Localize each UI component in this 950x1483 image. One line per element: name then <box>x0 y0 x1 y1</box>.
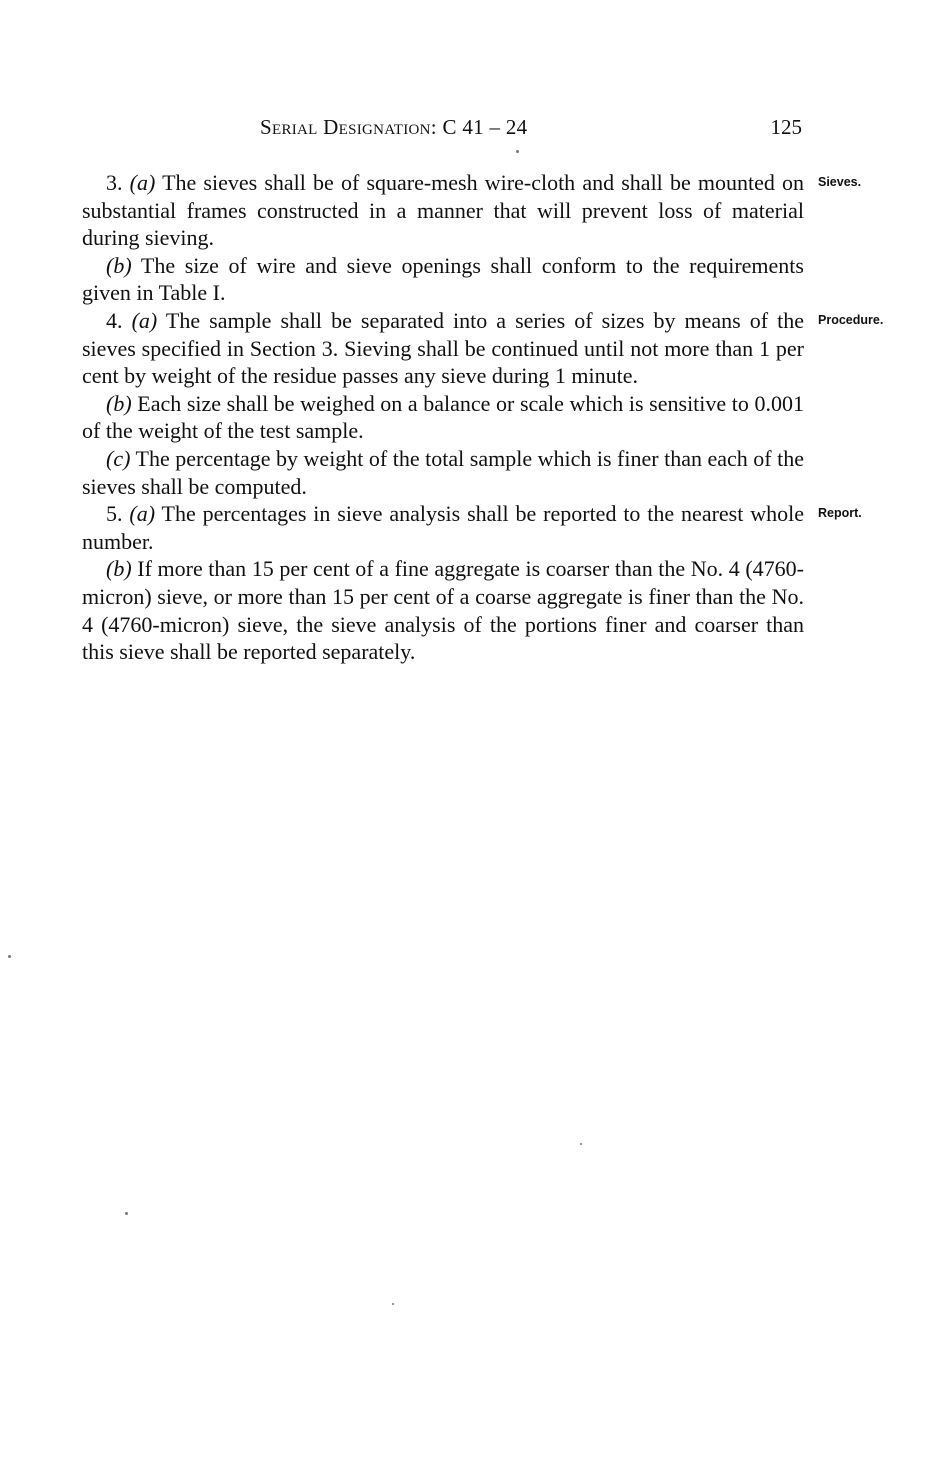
section-5-paragraph-a <box>82 500 862 555</box>
scan-speck <box>8 955 11 958</box>
paragraph-label: (a) <box>131 307 158 333</box>
paragraph-label: (b) <box>106 390 132 416</box>
paragraph-label: (c) <box>106 445 131 471</box>
side-note-sieves: Sieves. <box>818 175 862 189</box>
section-4-paragraph-c <box>82 445 804 500</box>
paragraph-label: (b) <box>106 252 132 278</box>
side-note-procedure: Procedure. <box>818 312 884 327</box>
scan-speck <box>516 150 519 153</box>
side-note-report: Report. <box>818 506 862 521</box>
scan-speck <box>125 1212 128 1215</box>
page-number: 125 <box>770 115 802 139</box>
paragraph-text: Each size shall be weighed on a balance or scale which is sensitive to 0.001 of the weight of the test sample. <box>82 390 804 444</box>
paragraph-label: (a) <box>129 501 156 527</box>
section-number: 4. <box>106 307 123 333</box>
paragraph-text: The size of wire and sieve openings shall conform to the requirements given in Table I. <box>82 252 804 306</box>
paragraph-text: The sample shall be separated into a series of sizes by means of the sieves specified in Section 3. Sieving shall be continued until not more than 1 per cent by weight of the residue passes any sieve during 1 minute. <box>82 307 804 389</box>
section-4-paragraph-a <box>82 307 884 390</box>
running-header <box>82 115 804 145</box>
section-4-paragraph-b <box>82 390 804 445</box>
scan-speck <box>392 1303 394 1305</box>
section-5-paragraph-b <box>82 555 804 665</box>
running-title: Serial Designation: C 41 – 24 <box>260 115 528 139</box>
section-number: 3. <box>106 170 123 195</box>
body-text <box>82 169 884 666</box>
paragraph-text: The percentage by weight of the total sample which is finer than each of the sieves shall be computed. <box>82 445 804 499</box>
paragraph-text: If more than 15 per cent of a fine aggregate is coarser than the No. 4 (4760-micron) sieve, or more than 15 per cent of a coarse aggregate is finer than the No. 4 (4760-micron) sieve, the sieve analysis of the portions finer and coarser than this sieve shall be reported separately. <box>82 556 805 665</box>
paragraph-label: (b) <box>106 556 132 582</box>
paragraph-label: (a) <box>129 170 156 195</box>
section-number: 5. <box>106 501 123 527</box>
scan-speck <box>580 1143 582 1145</box>
paragraph-text: The percentages in sieve analysis shall be reported to the nearest whole number. <box>82 501 804 554</box>
paragraph-text: The sieves shall be of square-mesh wire-cloth and shall be mounted on substantial frames constructed in a manner that will prevent loss of material during sieving. <box>82 170 804 251</box>
section-3-paragraph-b <box>82 252 804 307</box>
section-3-paragraph-a <box>82 169 862 252</box>
